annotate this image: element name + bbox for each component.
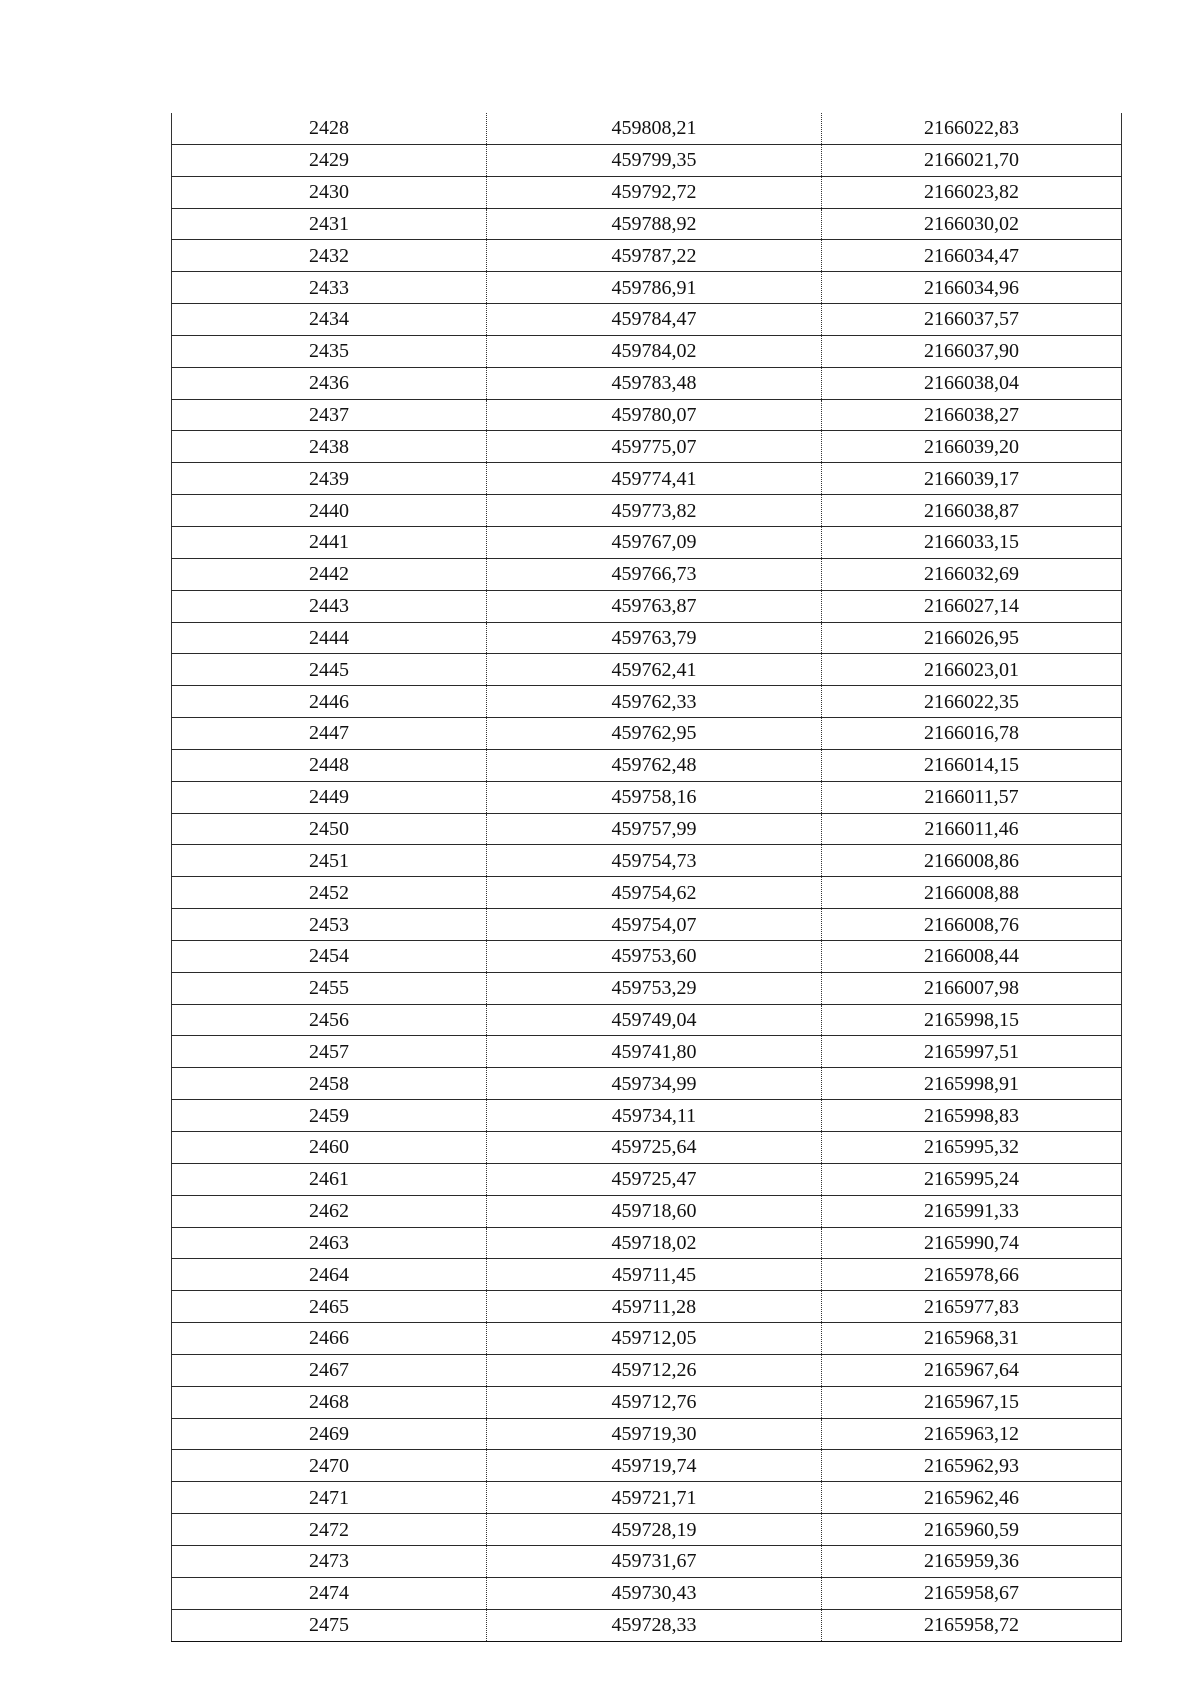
table-row bbox=[172, 1068, 1122, 1100]
table-row bbox=[172, 590, 1122, 622]
point-number-cell: 2447 bbox=[172, 718, 487, 750]
x-coordinate-cell: 459711,45 bbox=[487, 1259, 822, 1291]
x-coordinate-cell: 459718,60 bbox=[487, 1195, 822, 1227]
x-coordinate-cell: 459784,47 bbox=[487, 304, 822, 336]
y-coordinate-cell: 2166011,57 bbox=[822, 781, 1122, 813]
x-coordinate-cell: 459763,87 bbox=[487, 590, 822, 622]
y-coordinate-cell: 2165967,15 bbox=[822, 1386, 1122, 1418]
y-coordinate-cell: 2165995,32 bbox=[822, 1132, 1122, 1164]
point-number-cell: 2434 bbox=[172, 304, 487, 336]
y-coordinate-cell: 2166034,47 bbox=[822, 240, 1122, 272]
x-coordinate-cell: 459808,21 bbox=[487, 113, 822, 144]
x-coordinate-cell: 459762,48 bbox=[487, 749, 822, 781]
y-coordinate-cell: 2165963,12 bbox=[822, 1418, 1122, 1450]
table-row bbox=[172, 781, 1122, 813]
table-row bbox=[172, 367, 1122, 399]
x-coordinate-cell: 459712,76 bbox=[487, 1386, 822, 1418]
table-row bbox=[172, 718, 1122, 750]
y-coordinate-cell: 2165998,83 bbox=[822, 1100, 1122, 1132]
y-coordinate-cell: 2165958,72 bbox=[822, 1609, 1122, 1641]
point-number-cell: 2464 bbox=[172, 1259, 487, 1291]
table-row bbox=[172, 1132, 1122, 1164]
y-coordinate-cell: 2166038,27 bbox=[822, 399, 1122, 431]
table-row bbox=[172, 1036, 1122, 1068]
point-number-cell: 2451 bbox=[172, 845, 487, 877]
x-coordinate-cell: 459780,07 bbox=[487, 399, 822, 431]
point-number-cell: 2467 bbox=[172, 1354, 487, 1386]
point-number-cell: 2453 bbox=[172, 909, 487, 941]
table-row bbox=[172, 813, 1122, 845]
table-row bbox=[172, 1291, 1122, 1323]
table-row bbox=[172, 240, 1122, 272]
table-row bbox=[172, 1450, 1122, 1482]
y-coordinate-cell: 2166022,35 bbox=[822, 686, 1122, 718]
x-coordinate-cell: 459728,19 bbox=[487, 1514, 822, 1546]
point-number-cell: 2440 bbox=[172, 495, 487, 527]
table-row bbox=[172, 1100, 1122, 1132]
x-coordinate-cell: 459788,92 bbox=[487, 208, 822, 240]
table-row bbox=[172, 940, 1122, 972]
table-row bbox=[172, 304, 1122, 336]
x-coordinate-cell: 459728,33 bbox=[487, 1609, 822, 1641]
point-number-cell: 2474 bbox=[172, 1577, 487, 1609]
table-row bbox=[172, 909, 1122, 941]
x-coordinate-cell: 459799,35 bbox=[487, 144, 822, 176]
y-coordinate-cell: 2165998,91 bbox=[822, 1068, 1122, 1100]
y-coordinate-cell: 2166022,83 bbox=[822, 113, 1122, 144]
y-coordinate-cell: 2166008,86 bbox=[822, 845, 1122, 877]
point-number-cell: 2471 bbox=[172, 1482, 487, 1514]
y-coordinate-cell: 2166034,96 bbox=[822, 272, 1122, 304]
point-number-cell: 2428 bbox=[172, 113, 487, 144]
x-coordinate-cell: 459712,05 bbox=[487, 1323, 822, 1355]
point-number-cell: 2465 bbox=[172, 1291, 487, 1323]
point-number-cell: 2452 bbox=[172, 877, 487, 909]
x-coordinate-cell: 459718,02 bbox=[487, 1227, 822, 1259]
x-coordinate-cell: 459741,80 bbox=[487, 1036, 822, 1068]
table-row bbox=[172, 1609, 1122, 1641]
table-row bbox=[172, 463, 1122, 495]
table-row bbox=[172, 399, 1122, 431]
x-coordinate-cell: 459719,30 bbox=[487, 1418, 822, 1450]
point-number-cell: 2470 bbox=[172, 1450, 487, 1482]
table-row bbox=[172, 495, 1122, 527]
coordinates-table bbox=[171, 113, 1122, 1642]
x-coordinate-cell: 459734,11 bbox=[487, 1100, 822, 1132]
table-row bbox=[172, 1227, 1122, 1259]
y-coordinate-cell: 2165998,15 bbox=[822, 1004, 1122, 1036]
point-number-cell: 2461 bbox=[172, 1163, 487, 1195]
x-coordinate-cell: 459766,73 bbox=[487, 558, 822, 590]
x-coordinate-cell: 459762,33 bbox=[487, 686, 822, 718]
y-coordinate-cell: 2165991,33 bbox=[822, 1195, 1122, 1227]
table-row bbox=[172, 558, 1122, 590]
x-coordinate-cell: 459721,71 bbox=[487, 1482, 822, 1514]
point-number-cell: 2430 bbox=[172, 176, 487, 208]
table-row bbox=[172, 208, 1122, 240]
point-number-cell: 2438 bbox=[172, 431, 487, 463]
y-coordinate-cell: 2165977,83 bbox=[822, 1291, 1122, 1323]
table-row bbox=[172, 877, 1122, 909]
table-row bbox=[172, 1514, 1122, 1546]
table-row bbox=[172, 335, 1122, 367]
x-coordinate-cell: 459786,91 bbox=[487, 272, 822, 304]
point-number-cell: 2449 bbox=[172, 781, 487, 813]
point-number-cell: 2468 bbox=[172, 1386, 487, 1418]
point-number-cell: 2456 bbox=[172, 1004, 487, 1036]
x-coordinate-cell: 459773,82 bbox=[487, 495, 822, 527]
x-coordinate-cell: 459712,26 bbox=[487, 1354, 822, 1386]
y-coordinate-cell: 2165997,51 bbox=[822, 1036, 1122, 1068]
point-number-cell: 2462 bbox=[172, 1195, 487, 1227]
table-row bbox=[172, 1004, 1122, 1036]
x-coordinate-cell: 459758,16 bbox=[487, 781, 822, 813]
table-row bbox=[172, 431, 1122, 463]
x-coordinate-cell: 459775,07 bbox=[487, 431, 822, 463]
y-coordinate-cell: 2166008,76 bbox=[822, 909, 1122, 941]
coordinates-table-body bbox=[172, 113, 1122, 1641]
x-coordinate-cell: 459767,09 bbox=[487, 526, 822, 558]
y-coordinate-cell: 2165968,31 bbox=[822, 1323, 1122, 1355]
y-coordinate-cell: 2165960,59 bbox=[822, 1514, 1122, 1546]
point-number-cell: 2444 bbox=[172, 622, 487, 654]
x-coordinate-cell: 459725,64 bbox=[487, 1132, 822, 1164]
point-number-cell: 2460 bbox=[172, 1132, 487, 1164]
table-row bbox=[172, 1354, 1122, 1386]
y-coordinate-cell: 2166033,15 bbox=[822, 526, 1122, 558]
point-number-cell: 2433 bbox=[172, 272, 487, 304]
point-number-cell: 2431 bbox=[172, 208, 487, 240]
point-number-cell: 2445 bbox=[172, 654, 487, 686]
x-coordinate-cell: 459762,95 bbox=[487, 718, 822, 750]
y-coordinate-cell: 2166007,98 bbox=[822, 972, 1122, 1004]
table-row bbox=[172, 1577, 1122, 1609]
x-coordinate-cell: 459787,22 bbox=[487, 240, 822, 272]
table-row bbox=[172, 622, 1122, 654]
y-coordinate-cell: 2165962,46 bbox=[822, 1482, 1122, 1514]
y-coordinate-cell: 2166038,87 bbox=[822, 495, 1122, 527]
x-coordinate-cell: 459754,07 bbox=[487, 909, 822, 941]
point-number-cell: 2458 bbox=[172, 1068, 487, 1100]
y-coordinate-cell: 2166030,02 bbox=[822, 208, 1122, 240]
table-row bbox=[172, 526, 1122, 558]
x-coordinate-cell: 459730,43 bbox=[487, 1577, 822, 1609]
x-coordinate-cell: 459792,72 bbox=[487, 176, 822, 208]
point-number-cell: 2432 bbox=[172, 240, 487, 272]
point-number-cell: 2429 bbox=[172, 144, 487, 176]
x-coordinate-cell: 459711,28 bbox=[487, 1291, 822, 1323]
point-number-cell: 2473 bbox=[172, 1545, 487, 1577]
x-coordinate-cell: 459784,02 bbox=[487, 335, 822, 367]
y-coordinate-cell: 2166011,46 bbox=[822, 813, 1122, 845]
x-coordinate-cell: 459783,48 bbox=[487, 367, 822, 399]
y-coordinate-cell: 2165962,93 bbox=[822, 1450, 1122, 1482]
point-number-cell: 2450 bbox=[172, 813, 487, 845]
point-number-cell: 2455 bbox=[172, 972, 487, 1004]
table-row bbox=[172, 1163, 1122, 1195]
y-coordinate-cell: 2166039,17 bbox=[822, 463, 1122, 495]
table-row bbox=[172, 176, 1122, 208]
x-coordinate-cell: 459763,79 bbox=[487, 622, 822, 654]
x-coordinate-cell: 459753,29 bbox=[487, 972, 822, 1004]
point-number-cell: 2437 bbox=[172, 399, 487, 431]
point-number-cell: 2443 bbox=[172, 590, 487, 622]
table-row bbox=[172, 749, 1122, 781]
x-coordinate-cell: 459749,04 bbox=[487, 1004, 822, 1036]
point-number-cell: 2441 bbox=[172, 526, 487, 558]
x-coordinate-cell: 459731,67 bbox=[487, 1545, 822, 1577]
y-coordinate-cell: 2166023,82 bbox=[822, 176, 1122, 208]
point-number-cell: 2475 bbox=[172, 1609, 487, 1641]
point-number-cell: 2448 bbox=[172, 749, 487, 781]
point-number-cell: 2436 bbox=[172, 367, 487, 399]
point-number-cell: 2469 bbox=[172, 1418, 487, 1450]
table-row bbox=[172, 972, 1122, 1004]
x-coordinate-cell: 459753,60 bbox=[487, 940, 822, 972]
x-coordinate-cell: 459719,74 bbox=[487, 1450, 822, 1482]
x-coordinate-cell: 459734,99 bbox=[487, 1068, 822, 1100]
table-row bbox=[172, 845, 1122, 877]
x-coordinate-cell: 459774,41 bbox=[487, 463, 822, 495]
x-coordinate-cell: 459757,99 bbox=[487, 813, 822, 845]
y-coordinate-cell: 2166014,15 bbox=[822, 749, 1122, 781]
table-row bbox=[172, 1323, 1122, 1355]
y-coordinate-cell: 2165959,36 bbox=[822, 1545, 1122, 1577]
table-row bbox=[172, 1259, 1122, 1291]
y-coordinate-cell: 2165990,74 bbox=[822, 1227, 1122, 1259]
table-row bbox=[172, 1386, 1122, 1418]
x-coordinate-cell: 459754,62 bbox=[487, 877, 822, 909]
table-row bbox=[172, 144, 1122, 176]
y-coordinate-cell: 2166037,90 bbox=[822, 335, 1122, 367]
y-coordinate-cell: 2166008,44 bbox=[822, 940, 1122, 972]
y-coordinate-cell: 2165967,64 bbox=[822, 1354, 1122, 1386]
x-coordinate-cell: 459754,73 bbox=[487, 845, 822, 877]
y-coordinate-cell: 2166026,95 bbox=[822, 622, 1122, 654]
table-row bbox=[172, 1418, 1122, 1450]
table-row bbox=[172, 1195, 1122, 1227]
y-coordinate-cell: 2166038,04 bbox=[822, 367, 1122, 399]
table-row bbox=[172, 113, 1122, 144]
point-number-cell: 2454 bbox=[172, 940, 487, 972]
y-coordinate-cell: 2166023,01 bbox=[822, 654, 1122, 686]
y-coordinate-cell: 2165958,67 bbox=[822, 1577, 1122, 1609]
point-number-cell: 2457 bbox=[172, 1036, 487, 1068]
y-coordinate-cell: 2165995,24 bbox=[822, 1163, 1122, 1195]
table-row bbox=[172, 686, 1122, 718]
point-number-cell: 2446 bbox=[172, 686, 487, 718]
x-coordinate-cell: 459725,47 bbox=[487, 1163, 822, 1195]
point-number-cell: 2435 bbox=[172, 335, 487, 367]
table-row bbox=[172, 654, 1122, 686]
y-coordinate-cell: 2166021,70 bbox=[822, 144, 1122, 176]
y-coordinate-cell: 2166027,14 bbox=[822, 590, 1122, 622]
y-coordinate-cell: 2166039,20 bbox=[822, 431, 1122, 463]
point-number-cell: 2459 bbox=[172, 1100, 487, 1132]
point-number-cell: 2439 bbox=[172, 463, 487, 495]
y-coordinate-cell: 2166037,57 bbox=[822, 304, 1122, 336]
x-coordinate-cell: 459762,41 bbox=[487, 654, 822, 686]
point-number-cell: 2466 bbox=[172, 1323, 487, 1355]
point-number-cell: 2463 bbox=[172, 1227, 487, 1259]
y-coordinate-cell: 2166032,69 bbox=[822, 558, 1122, 590]
table-row bbox=[172, 1545, 1122, 1577]
y-coordinate-cell: 2166016,78 bbox=[822, 718, 1122, 750]
point-number-cell: 2442 bbox=[172, 558, 487, 590]
y-coordinate-cell: 2166008,88 bbox=[822, 877, 1122, 909]
table-row bbox=[172, 272, 1122, 304]
table-row bbox=[172, 1482, 1122, 1514]
y-coordinate-cell: 2165978,66 bbox=[822, 1259, 1122, 1291]
point-number-cell: 2472 bbox=[172, 1514, 487, 1546]
